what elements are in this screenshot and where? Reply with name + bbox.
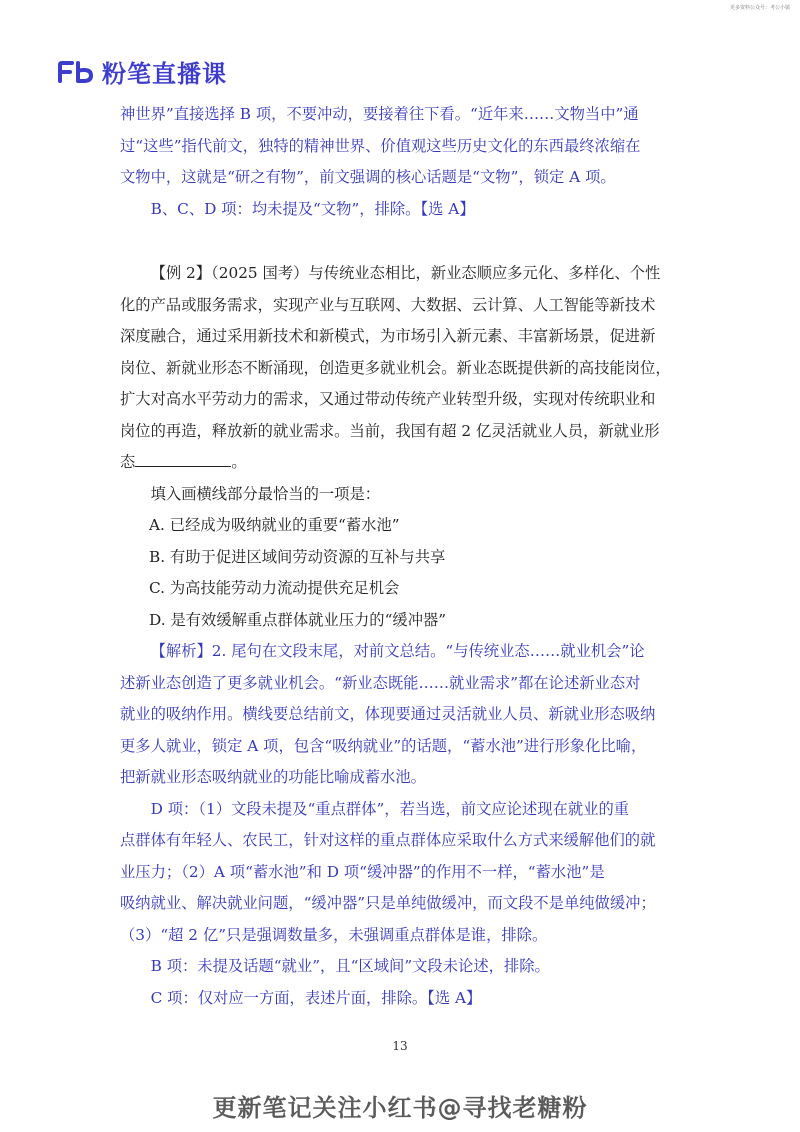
option-d: D. 是有效缓解重点群体就业压力的“缓冲器”	[149, 610, 447, 629]
page-number: 13	[392, 1039, 408, 1053]
fb-logo-icon	[58, 61, 94, 83]
analysis-line: 把新就业形态吸纳就业的功能比喻成蓄水池。	[120, 768, 426, 786]
corner-note: 更多资料公众号：考公小镇	[729, 5, 790, 11]
analysis-d-line: D 项：（1）文段未提及“重点群体”，若当选，前文应论述现在就业的重	[150, 799, 630, 818]
analysis-line: 【解析】2. 尾句在文段末尾，对前文总结。“与传统业态……就业机会”论	[150, 642, 645, 660]
question-line: 岗位、新就业形态不断涌现，创造更多就业机会。新业态既提供新的高技能岗位，	[120, 358, 671, 377]
brand-name: 粉笔直播课	[102, 60, 227, 88]
document-body	[120, 99, 680, 1014]
question-prompt: 填入画横线部分最恰当的一项是：	[150, 484, 381, 503]
prev-answer-line: 文物中，这就是“研之有物”，前文强调的核心话题是“文物”，锁定 A 项。	[120, 168, 616, 186]
option-b: B. 有助于促进区域间劳动资源的互补与共享	[149, 547, 446, 566]
brand-logo	[58, 54, 227, 89]
analysis-b-line: B 项：未提及话题“就业”，且“区域间”文段未论述，排除。	[150, 957, 550, 975]
analysis-line: 更多人就业，锁定 A 项，包含“吸纳就业”的话题，“蓄水池”进行形象化比喻，	[120, 736, 647, 755]
analysis-c-line: C 项：仅对应一方面，表述片面，排除。【选 A】	[150, 988, 482, 1007]
analysis-d-line: 业压力；（2）A 项“蓄水池”和 D 项“缓冲器”的作用不一样，“蓄水池”是	[120, 862, 605, 881]
analysis-d-line: 吸纳就业、解决就业问题，“缓冲器”只是单纯做缓冲，而文段不是单纯做缓冲；	[120, 894, 656, 912]
analysis-d-line: （3）“超 2 亿”只是强调数量多，未强调重点群体是谁，排除。	[120, 925, 548, 944]
question-line: 岗位的再造，释放新的就业需求。当前，我国有超 2 亿灵活就业人员，新就业形	[120, 421, 660, 440]
question-line: 化的产品或服务需求，实现产业与互联网、大数据、云计算、人工智能等新技术	[120, 295, 656, 314]
prev-answer-bcd: B、C、D 项：均未提及“文物”，排除。【选 A】	[150, 199, 475, 218]
analysis-d-line: 点群体有年轻人、农民工，针对这样的重点群体应采取什么方式来缓解他们的就	[120, 831, 656, 849]
question-line: 【例 2】（2025 国考）与传统业态相比，新业态顺应多元化、多样化、个性	[150, 264, 661, 282]
fill-blank	[135, 451, 231, 467]
option-a: A. 已经成为吸纳就业的重要“蓄水池”	[149, 516, 400, 534]
analysis-line: 述新业态创造了更多就业机会。“新业态既能……就业需求”都在论述新业态对	[120, 673, 641, 692]
analysis-line: 就业的吸纳作用。横线要总结前文，体现要通过灵活就业人员、新就业形态吸纳	[120, 705, 656, 723]
prev-answer-line: 过“这些”指代前文，独特的精神世界、价值观这些历史文化的东西最终浓缩在	[120, 136, 641, 155]
question-line: 深度融合，通过采用新技术和新模式，为市场引入新元素、丰富新场景，促进新	[120, 327, 656, 345]
question-last-line: 态 。	[120, 453, 247, 471]
footer-watermark: 更新笔记关注小红书@寻找老糖粉	[212, 1094, 588, 1122]
option-c: C. 为高技能劳动力流动提供充足机会	[149, 579, 400, 597]
prev-answer-line: 神世界”直接选择 B 项，不要冲动，要接着往下看。“近年来……文物当中”通	[120, 105, 639, 123]
question-line: 扩大对高水平劳动力的需求，又通过带动传统产业转型升级，实现对传统职业和	[120, 390, 656, 408]
